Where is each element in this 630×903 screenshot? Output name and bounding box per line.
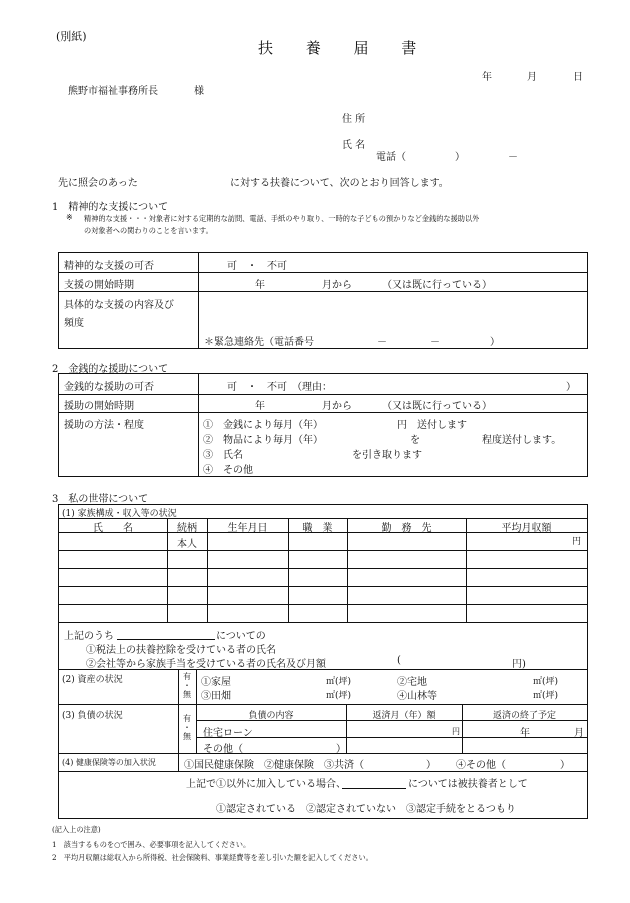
asset-umu[interactable]: 有 ・ 無 (183, 672, 191, 699)
insurance-options[interactable]: ①国民健康保険 ②健康保険 ③共済（ (184, 760, 364, 771)
emergency-label: ＊緊急連絡先（電話番号 (204, 337, 314, 348)
honorific: 様 (194, 86, 204, 97)
note-1: 1 該当するものを○で囲み、必要事項を記入してください。 (52, 840, 251, 849)
s1-row2-label: 支援の開始時期 (64, 280, 134, 291)
insurance-other[interactable]: ④その他（ (456, 760, 506, 771)
emergency-close: ） (490, 337, 500, 348)
method-1-tail: 円 送付します (397, 420, 467, 431)
sub1-title: (1) 家族構成・収入等の状況 (62, 509, 177, 519)
method-4[interactable]: ④ その他 (203, 465, 253, 476)
notes-title: (記入上の注意) (52, 825, 101, 834)
debt-end-month: 月 (574, 728, 584, 739)
insurance-other-close: ） (560, 760, 570, 771)
s1-row2-paren: （又は既に行っている） (382, 280, 492, 291)
method-2-tail: 程度送付します。 (482, 435, 562, 446)
insurance-options-close: ） (426, 760, 436, 771)
upper-item-2-close: 円) (512, 659, 526, 670)
date-year: 年 (482, 72, 492, 83)
col-workplace: 勤 務 先 (381, 523, 432, 534)
s2-row2-label: 援助の開始時期 (64, 401, 134, 412)
method-2-mid: を (410, 435, 420, 446)
col-occupation: 職 業 (302, 523, 333, 534)
col-relation: 続柄 (177, 523, 197, 534)
s2-row3-label: 援助の方法・程度 (64, 420, 144, 431)
income-yen: 円 (572, 537, 582, 547)
intro-text-b: に対する扶養について、次のとおり回答します。 (230, 178, 449, 189)
asset-land-unit: ㎡(坪) (533, 677, 559, 687)
debt-yen: 円 (452, 727, 460, 736)
upper-item-1: ①税法上の扶養控除を受けている者の氏名 (86, 645, 276, 656)
upper-item-2: ②会社等から家族手当を受けている者の氏名及び月額 (86, 659, 326, 670)
debt-other: その他（ (203, 744, 243, 755)
section2-title: 2 金銭的な援助について (52, 364, 169, 375)
asset-land: ②宅地 (397, 677, 427, 688)
asset-field: ③田畑 (201, 691, 231, 702)
emergency-dash-2: － (430, 337, 440, 348)
s1-row3-label-b: 頻度 (64, 318, 84, 329)
debt-col-monthly: 返済月（年）額 (372, 711, 436, 721)
col-name: 氏 名 (93, 523, 133, 534)
phone-close: ） (455, 152, 465, 163)
s2-row2-year: 年 (255, 401, 265, 412)
debt-end-year: 年 (520, 728, 530, 739)
s2-row2-paren: （又は既に行っている） (382, 401, 492, 412)
upper-label-a: 上記のうち (64, 631, 114, 642)
addressee: 熊野市福祉事務所長 (68, 86, 158, 97)
asset-house: ①家屋 (201, 677, 231, 688)
note-line1: 精神的な支援・・・対象者に対する定期的な訪問、電話、手紙のやり取り、一時的な子どもの預かりなど金銭的な援助以外 (84, 214, 480, 223)
upper-label-b: についての (216, 631, 266, 642)
s2-row1-value[interactable]: 可 ・ 不可 （理由： (227, 382, 332, 393)
asset-field-unit: ㎡(坪) (326, 691, 352, 701)
method-2[interactable]: ② 物品により毎月（年） (203, 435, 323, 446)
intro-text-a: 先に照会のあった (58, 178, 138, 189)
name-label: 氏 名 (342, 140, 366, 151)
section3-title: 3 私の世帯について (52, 494, 149, 505)
s2-row2-month: 月から (322, 401, 352, 412)
debt-umu[interactable]: 有 ・ 無 (183, 714, 191, 741)
self-relation: 本人 (177, 539, 197, 550)
s2-row1-label: 金銭的な援助の可否 (64, 382, 154, 393)
note-line2: の対象者への関わりのことを言います。 (84, 226, 213, 235)
section1-title: 1 精神的な支援について (52, 202, 169, 213)
form-title: 扶 養 届 書 (258, 39, 431, 57)
method-1[interactable]: ① 金銭により毎月（年） (203, 420, 323, 431)
attachment-label: (別紙) (56, 30, 87, 43)
asset-label: (2) 資産の状況 (62, 675, 123, 685)
note-mark: ※ (66, 213, 73, 222)
debt-other-close: ） (336, 744, 346, 755)
s1-row1-value[interactable]: 可 ・ 不可 (227, 261, 287, 272)
method-3[interactable]: ③ 氏名 (203, 450, 243, 461)
insurance-line2-a: 上記で①以外に加入している場合、 (186, 779, 346, 790)
note-2: 2 平均月収額は総収入から所得税、社会保険料、事業経費等を差し引いた額を記入してください。 (52, 853, 373, 862)
s2-row1-close: ） (566, 382, 576, 393)
col-income: 平均月収額 (501, 523, 552, 534)
s1-row2-month: 月から (322, 280, 352, 291)
date-day: 日 (573, 72, 583, 83)
s1-row1-label: 精神的な支援の可否 (64, 261, 154, 272)
s1-row2-year: 年 (255, 280, 265, 291)
insurance-line2-b: については被扶養者として (408, 779, 528, 790)
date-month: 月 (527, 72, 537, 83)
phone-label: 電話（ (376, 152, 406, 163)
phone-dash: － (508, 152, 518, 163)
debt-col-end: 返済の終了予定 (492, 711, 556, 721)
insurance-label: (4) 健康保険等の加入状況 (62, 758, 156, 767)
debt-label: (3) 負債の状況 (62, 711, 123, 721)
method-3-tail: を引き取ります (352, 450, 422, 461)
col-birthdate: 生年月日 (227, 523, 268, 534)
upper-item-2-open: ( (397, 655, 401, 666)
asset-forest: ④山林等 (397, 691, 437, 702)
debt-housing-loan: 住宅ローン (203, 728, 253, 739)
insurance-line3[interactable]: ①認定されている ②認定されていない ③認定手続をとるつもり (216, 804, 516, 815)
address-label: 住 所 (342, 114, 366, 125)
debt-col-content: 負債の内容 (248, 711, 294, 721)
asset-forest-unit: ㎡(坪) (533, 691, 559, 701)
s1-row3-label-a: 具体的な支援の内容及び (64, 300, 174, 311)
emergency-dash-1: － (377, 337, 387, 348)
asset-house-unit: ㎡(坪) (326, 677, 352, 687)
